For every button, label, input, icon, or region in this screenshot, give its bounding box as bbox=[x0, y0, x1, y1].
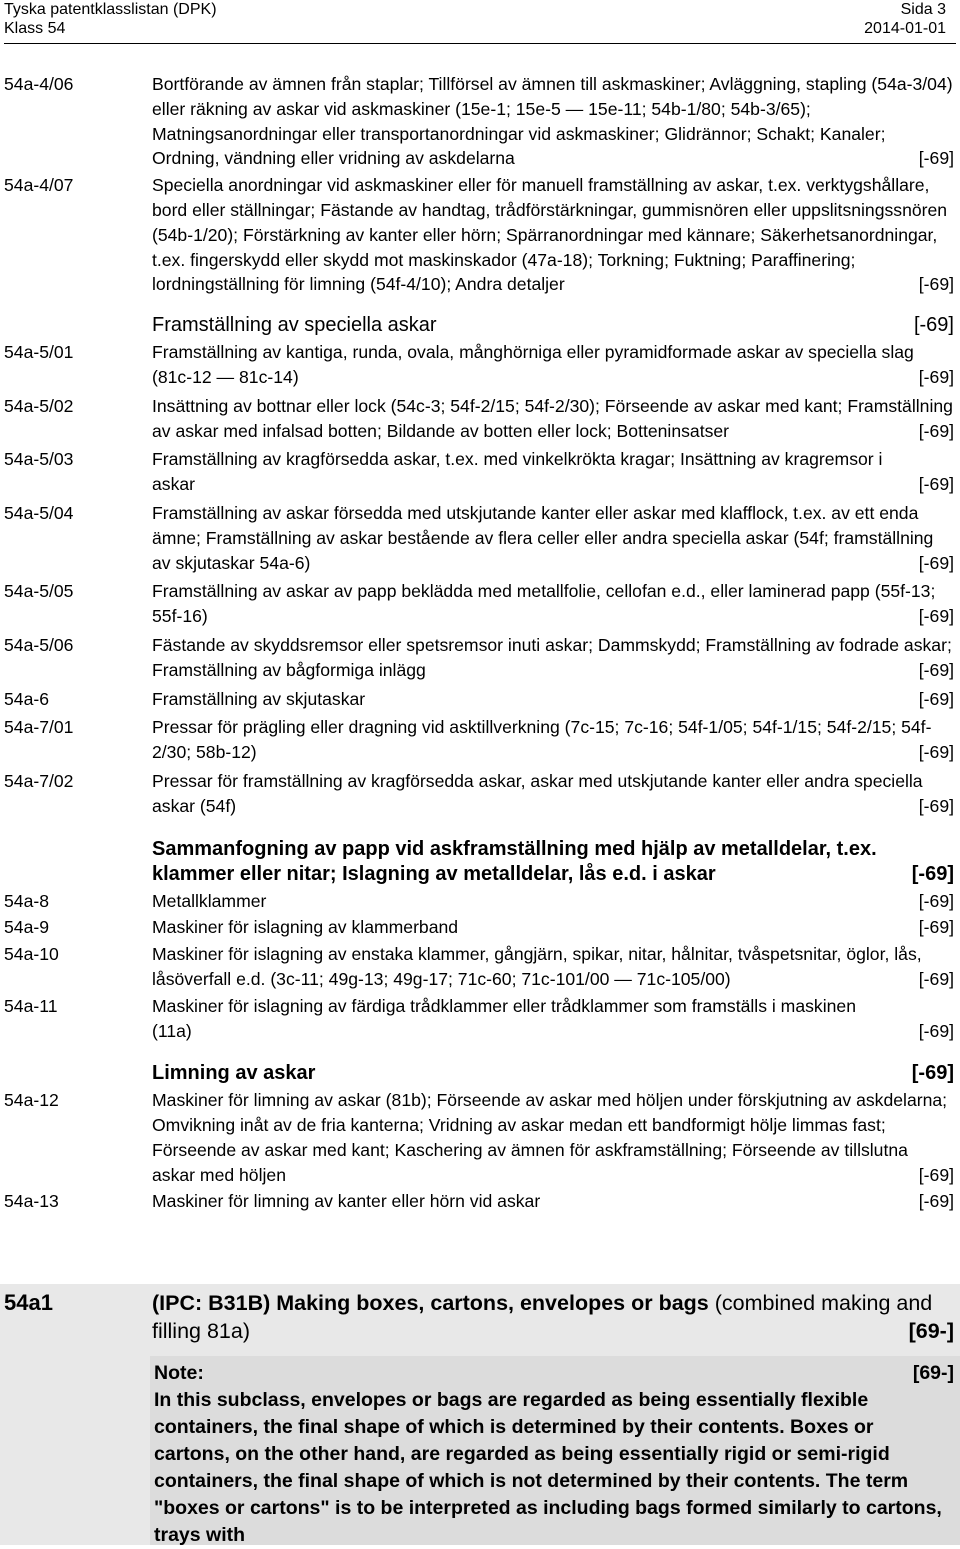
page-number: Sida 3 bbox=[900, 1, 946, 18]
class-tag: [-69] bbox=[918, 1020, 954, 1041]
class-code: 54a-11 bbox=[4, 995, 58, 1016]
class-tag: [-69] bbox=[918, 659, 954, 680]
class-description-text: Framställning av kantiga, runda, ovala, månghörniga eller pyramidformade askar av speciella slag (81c-12 — 81c-14) bbox=[152, 342, 914, 387]
class-tag: [-69] bbox=[918, 552, 954, 573]
class-entry bbox=[0, 447, 960, 497]
class-entry bbox=[0, 633, 960, 683]
class-tag: [-69] bbox=[918, 917, 954, 938]
ipc-title-main: (IPC: B31B) Making boxes, cartons, envelopes or bags bbox=[152, 1291, 709, 1315]
class-description-text: Metallklammer bbox=[152, 890, 267, 911]
ipc-entry bbox=[0, 1289, 960, 1345]
class-description bbox=[152, 942, 954, 992]
class-description bbox=[152, 173, 954, 297]
section-heading-tag: [-69] bbox=[913, 314, 954, 337]
class-description bbox=[152, 501, 954, 575]
class-code: 54a-5/03 bbox=[4, 449, 74, 470]
ipc-title bbox=[152, 1289, 954, 1345]
class-entry bbox=[0, 501, 960, 575]
ipc-tag: [69-] bbox=[908, 1319, 954, 1343]
class-description bbox=[152, 72, 954, 171]
class-code: 54a-5/05 bbox=[4, 581, 74, 602]
class-code: 54a-6 bbox=[4, 688, 49, 709]
page-header-top bbox=[4, 0, 946, 19]
class-description bbox=[152, 394, 954, 444]
class-code: 54a-7/02 bbox=[4, 770, 74, 791]
class-entry bbox=[0, 579, 960, 629]
class-description-text: Pressar för framställning av kragförsedda askar, askar med utskjutande kanter eller andra speciella askar (54f) bbox=[152, 770, 923, 816]
class-tag: [-69] bbox=[918, 474, 954, 495]
class-entry bbox=[0, 687, 960, 712]
section-heading-tag: [-69] bbox=[911, 1062, 954, 1085]
section-heading-row bbox=[152, 837, 954, 887]
class-code: 54a-8 bbox=[4, 890, 49, 911]
class-code: 54a-12 bbox=[4, 1090, 59, 1111]
section-heading-text: Framställning av speciella askar bbox=[152, 314, 437, 337]
class-entry bbox=[0, 340, 960, 390]
class-tag: [-69] bbox=[918, 795, 954, 816]
class-description-text: Fästande av skyddsremsor eller spetsremsor inuti askar; Dammskydd; Framställning av fodrade askar; Framställning av bågformiga inlägg bbox=[152, 634, 952, 680]
class-tag: [-69] bbox=[918, 606, 954, 627]
note-text: In this subclass, envelopes or bags are regarded as being essentially flexible containers, the final shape of which is determined by their contents. Boxes or cartons, on the other hand, are regarded as being essentially rigid or semi-rigid containers, the final shape of which is not determined by their contents. The term "boxes or cartons" is to be interpreted as including bags formed similarly to cartons, trays with bbox=[154, 1389, 942, 1546]
class-tag: [-69] bbox=[918, 274, 954, 295]
class-description-text: Framställning av askar av papp beklädda med metallfolie, cellofan e.d., eller laminerad papp (55f-13; 55f-16) bbox=[152, 581, 936, 627]
class-code: 54a-4/06 bbox=[4, 74, 74, 94]
class-description bbox=[152, 579, 954, 629]
class-entry bbox=[0, 915, 960, 940]
class-entry bbox=[0, 769, 960, 819]
class-description bbox=[152, 1088, 954, 1187]
section-heading-tag: [-69] bbox=[911, 862, 954, 885]
class-entry bbox=[0, 1088, 960, 1187]
class-tag: [-69] bbox=[918, 742, 954, 763]
class-entry bbox=[0, 394, 960, 444]
ipc-section bbox=[0, 1284, 960, 1545]
class-entry bbox=[0, 715, 960, 765]
class-description-text: Framställning av skjutaskar bbox=[152, 688, 366, 709]
class-entry bbox=[0, 942, 960, 992]
class-description-text: Maskiner för islagning av färdiga trådklammer eller trådklammer som framställs i maskinen (11a) bbox=[152, 995, 856, 1041]
document-title: Tyska patentklasslistan (DPK) bbox=[4, 1, 217, 18]
class-code: 54a-5/06 bbox=[4, 634, 74, 655]
class-description-text: Bortförande av ämnen från staplar; Tillförsel av ämnen till askmaskiner; Avläggning, stapling (54a-3/04) eller räkning av askar vid askmaskiner (15e-1; 15e-5 — 15e-11; 54b-1/80; 54b-3/65); Matningsanordningar eller transportanordningar vid askmaskiner; Glidrännor; Schakt; Kanaler; Ordning, vändning eller vridning av askdelarna bbox=[152, 74, 953, 169]
class-entry bbox=[0, 173, 960, 297]
note-tag: [69-] bbox=[912, 1362, 954, 1384]
section-heading bbox=[0, 313, 960, 338]
section-heading-row bbox=[152, 313, 954, 338]
class-description-text: Maskiner för islagning av enstaka klammer, gångjärn, spikar, nitar, hålnitar, tvåspetsnitar, öglor, lås, låsöverfall e.d. (3c-11; 49g-13; 49g-17; 71c-60; 71c-101/00 — 71c-105/00) bbox=[152, 944, 922, 989]
section-heading bbox=[0, 1061, 960, 1086]
page-header-bottom bbox=[4, 19, 946, 38]
class-description-text: Framställning av kragförsedda askar, t.ex. med vinkelkrökta kragar; Insättning av kragremsor i askar bbox=[152, 449, 883, 495]
class-list bbox=[0, 70, 960, 1214]
class-tag: [-69] bbox=[918, 420, 954, 441]
class-code: 54a-13 bbox=[4, 1191, 59, 1212]
class-code: 54a-9 bbox=[4, 917, 49, 938]
document-date: 2014-01-01 bbox=[864, 20, 946, 37]
section-heading-text: Sammanfogning av papp vid askframställning med hjälp av metalldelar, t.ex. klammer eller nitar; Islagning av metalldelar, lås e.d. i askar bbox=[152, 837, 877, 885]
ipc-code: 54a1 bbox=[4, 1290, 53, 1315]
class-description-text: Maskiner för limning av kanter eller hörn vid askar bbox=[152, 1191, 541, 1212]
note-label: Note: bbox=[154, 1362, 204, 1384]
class-description bbox=[152, 340, 954, 390]
class-description bbox=[152, 1189, 954, 1214]
class-description bbox=[152, 687, 954, 712]
class-description bbox=[152, 915, 954, 940]
class-tag: [-69] bbox=[918, 688, 954, 709]
class-code: 54a-5/01 bbox=[4, 342, 74, 363]
class-entry bbox=[0, 889, 960, 914]
ipc-title-rest: (combined making and filling 81a) bbox=[152, 1291, 933, 1343]
class-description bbox=[152, 447, 954, 497]
note-header bbox=[154, 1360, 954, 1387]
class-code: 54a-5/04 bbox=[4, 502, 74, 523]
class-description-text: Maskiner för islagning av klammerband bbox=[152, 917, 459, 938]
class-description bbox=[152, 889, 954, 914]
class-description bbox=[152, 633, 954, 683]
class-tag: [-69] bbox=[918, 890, 954, 911]
class-tag: [-69] bbox=[918, 1191, 954, 1212]
class-description-text: Insättning av bottnar eller lock (54c-3; 54f-2/15; 54f-2/30); Förseende av askar med kant; Framställning av askar med infalsad botten; Bildande av botten eller lock; Botteninsatser bbox=[152, 395, 953, 441]
class-description-text: Maskiner för limning av askar (81b); Förseende av askar med höljen under förskjutning av askdelarna; Omvikning inåt av de fria kanterna; Vridning av askar medan ett bandformigt hölje limmas fast; Förseende av askar med kant; Kaschering av ämnen för askframställning; Förseende av tillslutna askar med höljen bbox=[152, 1090, 948, 1185]
class-label: Klass 54 bbox=[4, 20, 66, 37]
class-code: 54a-4/07 bbox=[4, 175, 74, 196]
section-heading bbox=[0, 837, 960, 887]
class-description-text: Pressar för prägling eller dragning vid asktillverkning (7c-15; 7c-16; 54f-1/05; 54f-1/15; 54f-2/15; 54f-2/30; 58b-12) bbox=[152, 717, 932, 763]
class-description bbox=[152, 715, 954, 765]
class-code: 54a-5/02 bbox=[4, 395, 74, 416]
class-description bbox=[152, 994, 954, 1044]
class-tag: [-69] bbox=[918, 968, 954, 989]
class-description-text: Framställning av askar försedda med utskjutande kanter eller askar med klafflock, t.ex. av ett enda ämne; Framställning av askar bestående av flera celler eller andra speciella askar (54f; framställning av skjutaskar 54a-6) bbox=[152, 502, 934, 573]
class-description-text: Speciella anordningar vid askmaskiner eller för manuell framställning av askar, t.ex. verktygshållare, bord eller ställningar; Fästande av handtag, trådförstärkningar, gummisnören eller uppslitsningssnören (54b-1/20); Förstärkning av kanter eller hörn; Spärranordningar med kännare; Säkerhetsanordningar, t.ex. fingerskydd eller skydd mot maskinskador (47a-18); Torkning; Fuktning; Paraffinering; lordningställning för limning (54f-4/10); Andra detaljer bbox=[152, 175, 948, 295]
class-entry bbox=[0, 1189, 960, 1214]
class-tag: [-69] bbox=[918, 366, 954, 387]
class-description bbox=[152, 769, 954, 819]
section-heading-text: Limning av askar bbox=[152, 1062, 316, 1085]
class-tag: [-69] bbox=[918, 148, 954, 169]
class-code: 54a-7/01 bbox=[4, 717, 74, 738]
class-entry bbox=[0, 994, 960, 1044]
class-code: 54a-10 bbox=[4, 944, 59, 965]
section-heading-row bbox=[152, 1061, 954, 1086]
class-tag: [-69] bbox=[918, 1164, 954, 1185]
header-divider bbox=[4, 43, 956, 44]
note-box bbox=[150, 1356, 960, 1545]
class-entry bbox=[0, 72, 960, 171]
